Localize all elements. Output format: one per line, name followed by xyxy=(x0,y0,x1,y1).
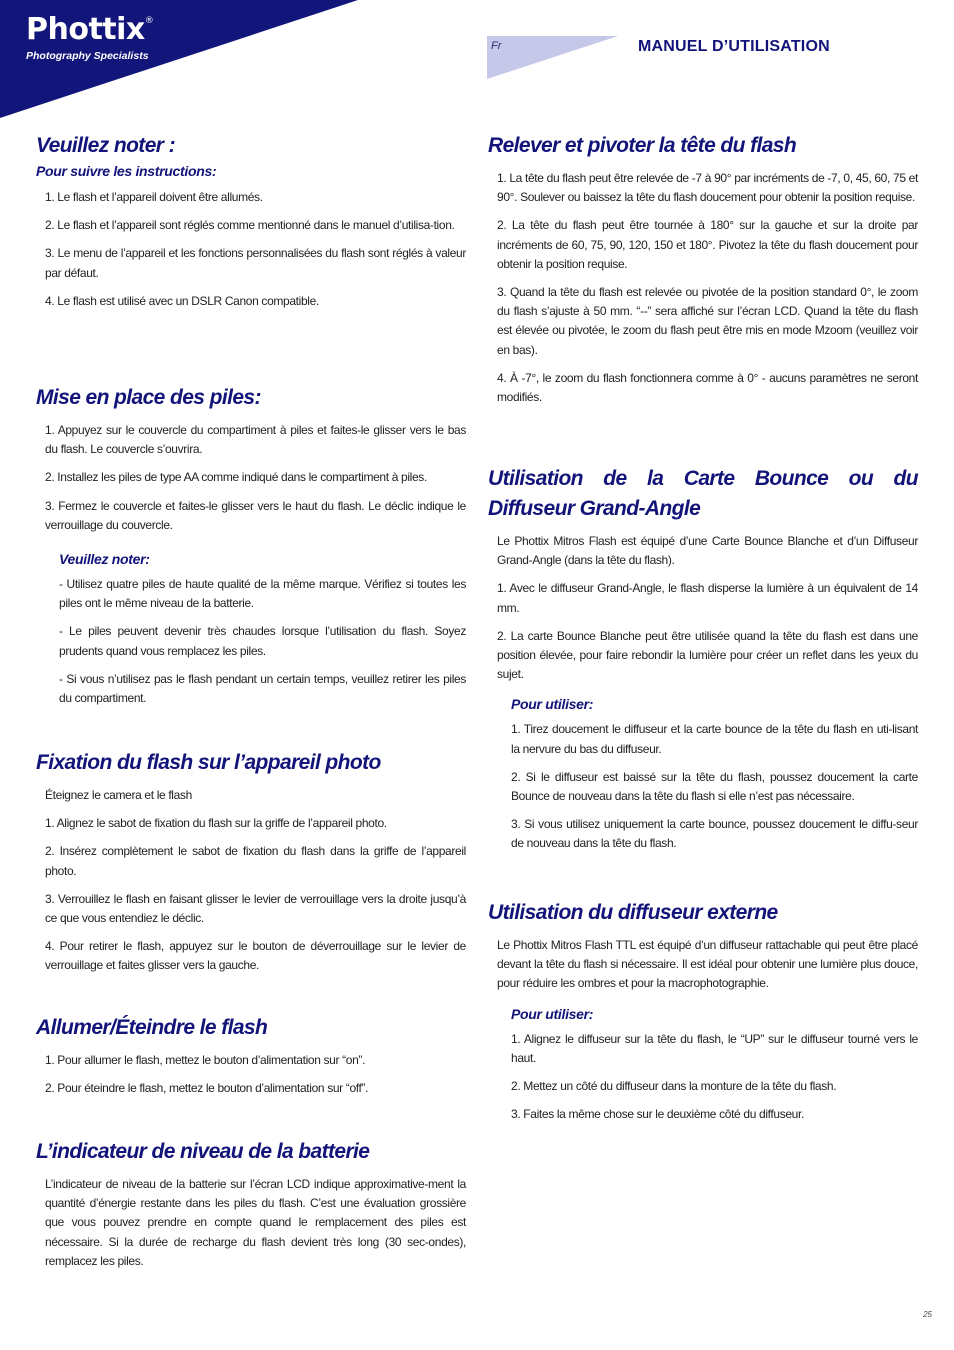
section-allumer-eteindre xyxy=(36,1013,466,1107)
section-title: Relever et pivoter la tête du flash xyxy=(488,134,797,157)
list-item: 4. Le flash est utilisé avec un DSLR Canon compatible. xyxy=(45,293,319,308)
use-item: 1. Tirez doucement le diffuseur et la carte bounce de la tête du flash en uti-lisant la nervure du bas du diffuseur. xyxy=(511,722,918,756)
page-number: 25 xyxy=(923,1310,932,1319)
section-relever-pivoter xyxy=(488,131,918,416)
list-item: 3. Fermez le couvercle et faites-le glisser vers le haut du flash. Le déclic indique le verrouillage du couvercle. xyxy=(45,498,466,532)
list-item: 4. À -7°, le zoom du flash fonctionnera comme à 0° - aucuns paramètres ne seront modifiés. xyxy=(497,370,918,405)
section-title: Utilisation de la Carte Bounce ou du Diffuseur Grand-Angle xyxy=(488,467,918,520)
brand-tagline: Photography Specialists xyxy=(26,50,149,62)
section-indicateur-batterie xyxy=(36,1137,466,1280)
use-title: Pour utiliser: xyxy=(511,696,594,713)
paragraph: L’indicateur de niveau de la batterie sur l’écran LCD indique approximative-ment la quantité d’énergie restante dans les piles du flash. C’est une évaluation grossière que vous pouvez prendre en compte quand le remplacement des piles est nécessaire. Si la durée de recharge du flash devient très long (30 sec-ondes), remplacez les piles. xyxy=(45,1177,466,1268)
section-title: Fixation du flash sur l’appareil photo xyxy=(36,751,381,774)
section-title: Utilisation du diffuseur externe xyxy=(488,901,778,924)
section-title: Allumer/Éteindre le flash xyxy=(36,1016,268,1039)
section-title: L’indicateur de niveau de la batterie xyxy=(36,1140,370,1163)
list-item: 3. Quand la tête du flash est relevée ou pivotée de la position standard 0°, le zoom du flash s’ajuste à 50 mm. “--” sera affiché sur l’écran LCD. Quand la tête du flash est élevée ou pivotée, le zoom du flash peut être mis en mode Mzoom (veuillez voir en bas). xyxy=(497,285,918,357)
list-item: 4. Pour retirer le flash, appuyez sur le bouton de déverrouillage sur le levier de verrouillage et faites glisser vers la gauche. xyxy=(45,939,466,973)
use-item: 1. Alignez le diffuseur sur la tête du flash, le “UP” sur le diffuseur tourné vers le haut. xyxy=(511,1031,918,1065)
list-item: 1. Pour allumer le flash, mettez le bouton d’alimentation sur “on”. xyxy=(45,1053,366,1067)
list-item: 2. Le flash et l’appareil sont réglés comme mentionné dans le manuel d’utilisa-tion. xyxy=(45,218,455,233)
brand-logo: Phottix® xyxy=(26,12,154,47)
section-title: Veuillez noter : xyxy=(36,134,175,157)
list-item: 2. Installez les piles de type AA comme indiqué dans le compartiment à piles. xyxy=(45,470,427,485)
use-item: 3. Si vous utilisez uniquement la carte bounce, poussez doucement le diffu-seur de nouveau dans la tête du flash. xyxy=(511,817,918,851)
list-item: Le Phottix Mitros Flash est équipé d’une Carte Bounce Blanche et d’un Diffuseur Grand-Angle (dans la tête du flash). xyxy=(497,534,918,568)
header-triangle xyxy=(487,36,619,80)
note-item: - Le piles peuvent devenir très chaudes lorsque l’utilisation du flash. Soyez prudents quand vous remplacez les piles. xyxy=(59,624,466,658)
list-item: 2. La tête du flash peut être tournée à 180° sur la gauche et sur la droite par incréments de 60, 75, 90, 120, 150 et 180°. Pivotez la tête du flash doucement pour obtenir la position requise. xyxy=(497,218,918,271)
section-veuillez-noter xyxy=(36,131,466,320)
list-item: 1. Avec le diffuseur Grand-Angle, le flash disperse la lumière à un équivalent de 14 mm. xyxy=(497,581,918,615)
list-item: 1. Alignez le sabot de fixation du flash sur la griffe de l’appareil photo. xyxy=(45,816,387,831)
note-item: - Utilisez quatre piles de haute qualité de la même marque. Vérifiez si toutes les piles ont le même niveau de la batterie. xyxy=(59,577,466,611)
list-item: 1. Le flash et l’appareil doivent être allumés. xyxy=(45,190,263,204)
manual-title: MANUEL D’UTILISATION xyxy=(638,38,830,55)
note-item: - Si vous n’utilisez pas le flash pendant un certain temps, veuillez retirer les piles du compartiment. xyxy=(59,671,466,706)
section-title: Mise en place des piles: xyxy=(36,386,261,409)
list-item: 2. La carte Bounce Blanche peut être utilisée quand la tête du flash est dans une position élevée, pour faire rebondir la lumière pour créer un reflet dans les yeux du sujet. xyxy=(497,628,918,682)
list-item: 1. La tête du flash peut être relevée de -7 à 90° par incréments de -7, 0, 45, 60, 75 et 90°. Soulever ou baissez la tête du flash doucement pour obtenir la position requise. xyxy=(497,171,918,205)
section-subtitle: Pour suivre les instructions: xyxy=(36,163,217,179)
use-title: Pour utiliser: xyxy=(511,1005,594,1022)
list-item: 3. Le menu de l’appareil et les fonctions personnalisées du flash sont réglés à valeur par défaut. xyxy=(45,246,466,280)
section-mise-en-place-piles xyxy=(36,383,466,717)
use-item: 2. Si le diffuseur est baissé sur la tête du flash, poussez doucement la carte Bounce de nouveau dans la tête du flash si elle n’est pas nécessaire. xyxy=(511,769,918,804)
use-item: 2. Mettez un côté du diffuseur dans la monture de la tête du flash. xyxy=(511,1079,837,1094)
list-item: 2. Pour éteindre le flash, mettez le bouton d’alimentation sur “off”. xyxy=(45,1081,369,1096)
list-item: 1. Appuyez sur le couvercle du compartiment à piles et faites-le glisser vers le bas du flash. Le couvercle s’ouvrira. xyxy=(45,423,466,457)
use-item: 3. Faites la même chose sur le deuxième côté du diffuseur. xyxy=(511,1107,804,1122)
section-fixation-flash xyxy=(36,748,466,985)
section-diffuseur-externe xyxy=(488,898,918,1133)
note-title: Veuillez noter: xyxy=(59,551,150,568)
list-item: Éteignez le camera et le flash xyxy=(45,788,192,802)
paragraph: Le Phottix Mitros Flash TTL est équipé d’un diffuseur rattachable qui peut être placé devant la tête du flash si nécessaire. Il est idéal pour obtenir une lumière plus douce, pour réduire les ombres et pour la macrophotographie. xyxy=(497,938,918,991)
section-carte-bounce xyxy=(488,464,918,863)
language-label: Fr xyxy=(491,40,502,52)
list-item: 2. Insérez complètement le sabot de fixation du flash dans la griffe de l’appareil photo. xyxy=(45,844,466,878)
list-item: 3. Verrouillez le flash en faisant glisser le levier de verrouillage vers la droite jusqu’à ce que vous entendiez le déclic. xyxy=(45,891,466,926)
